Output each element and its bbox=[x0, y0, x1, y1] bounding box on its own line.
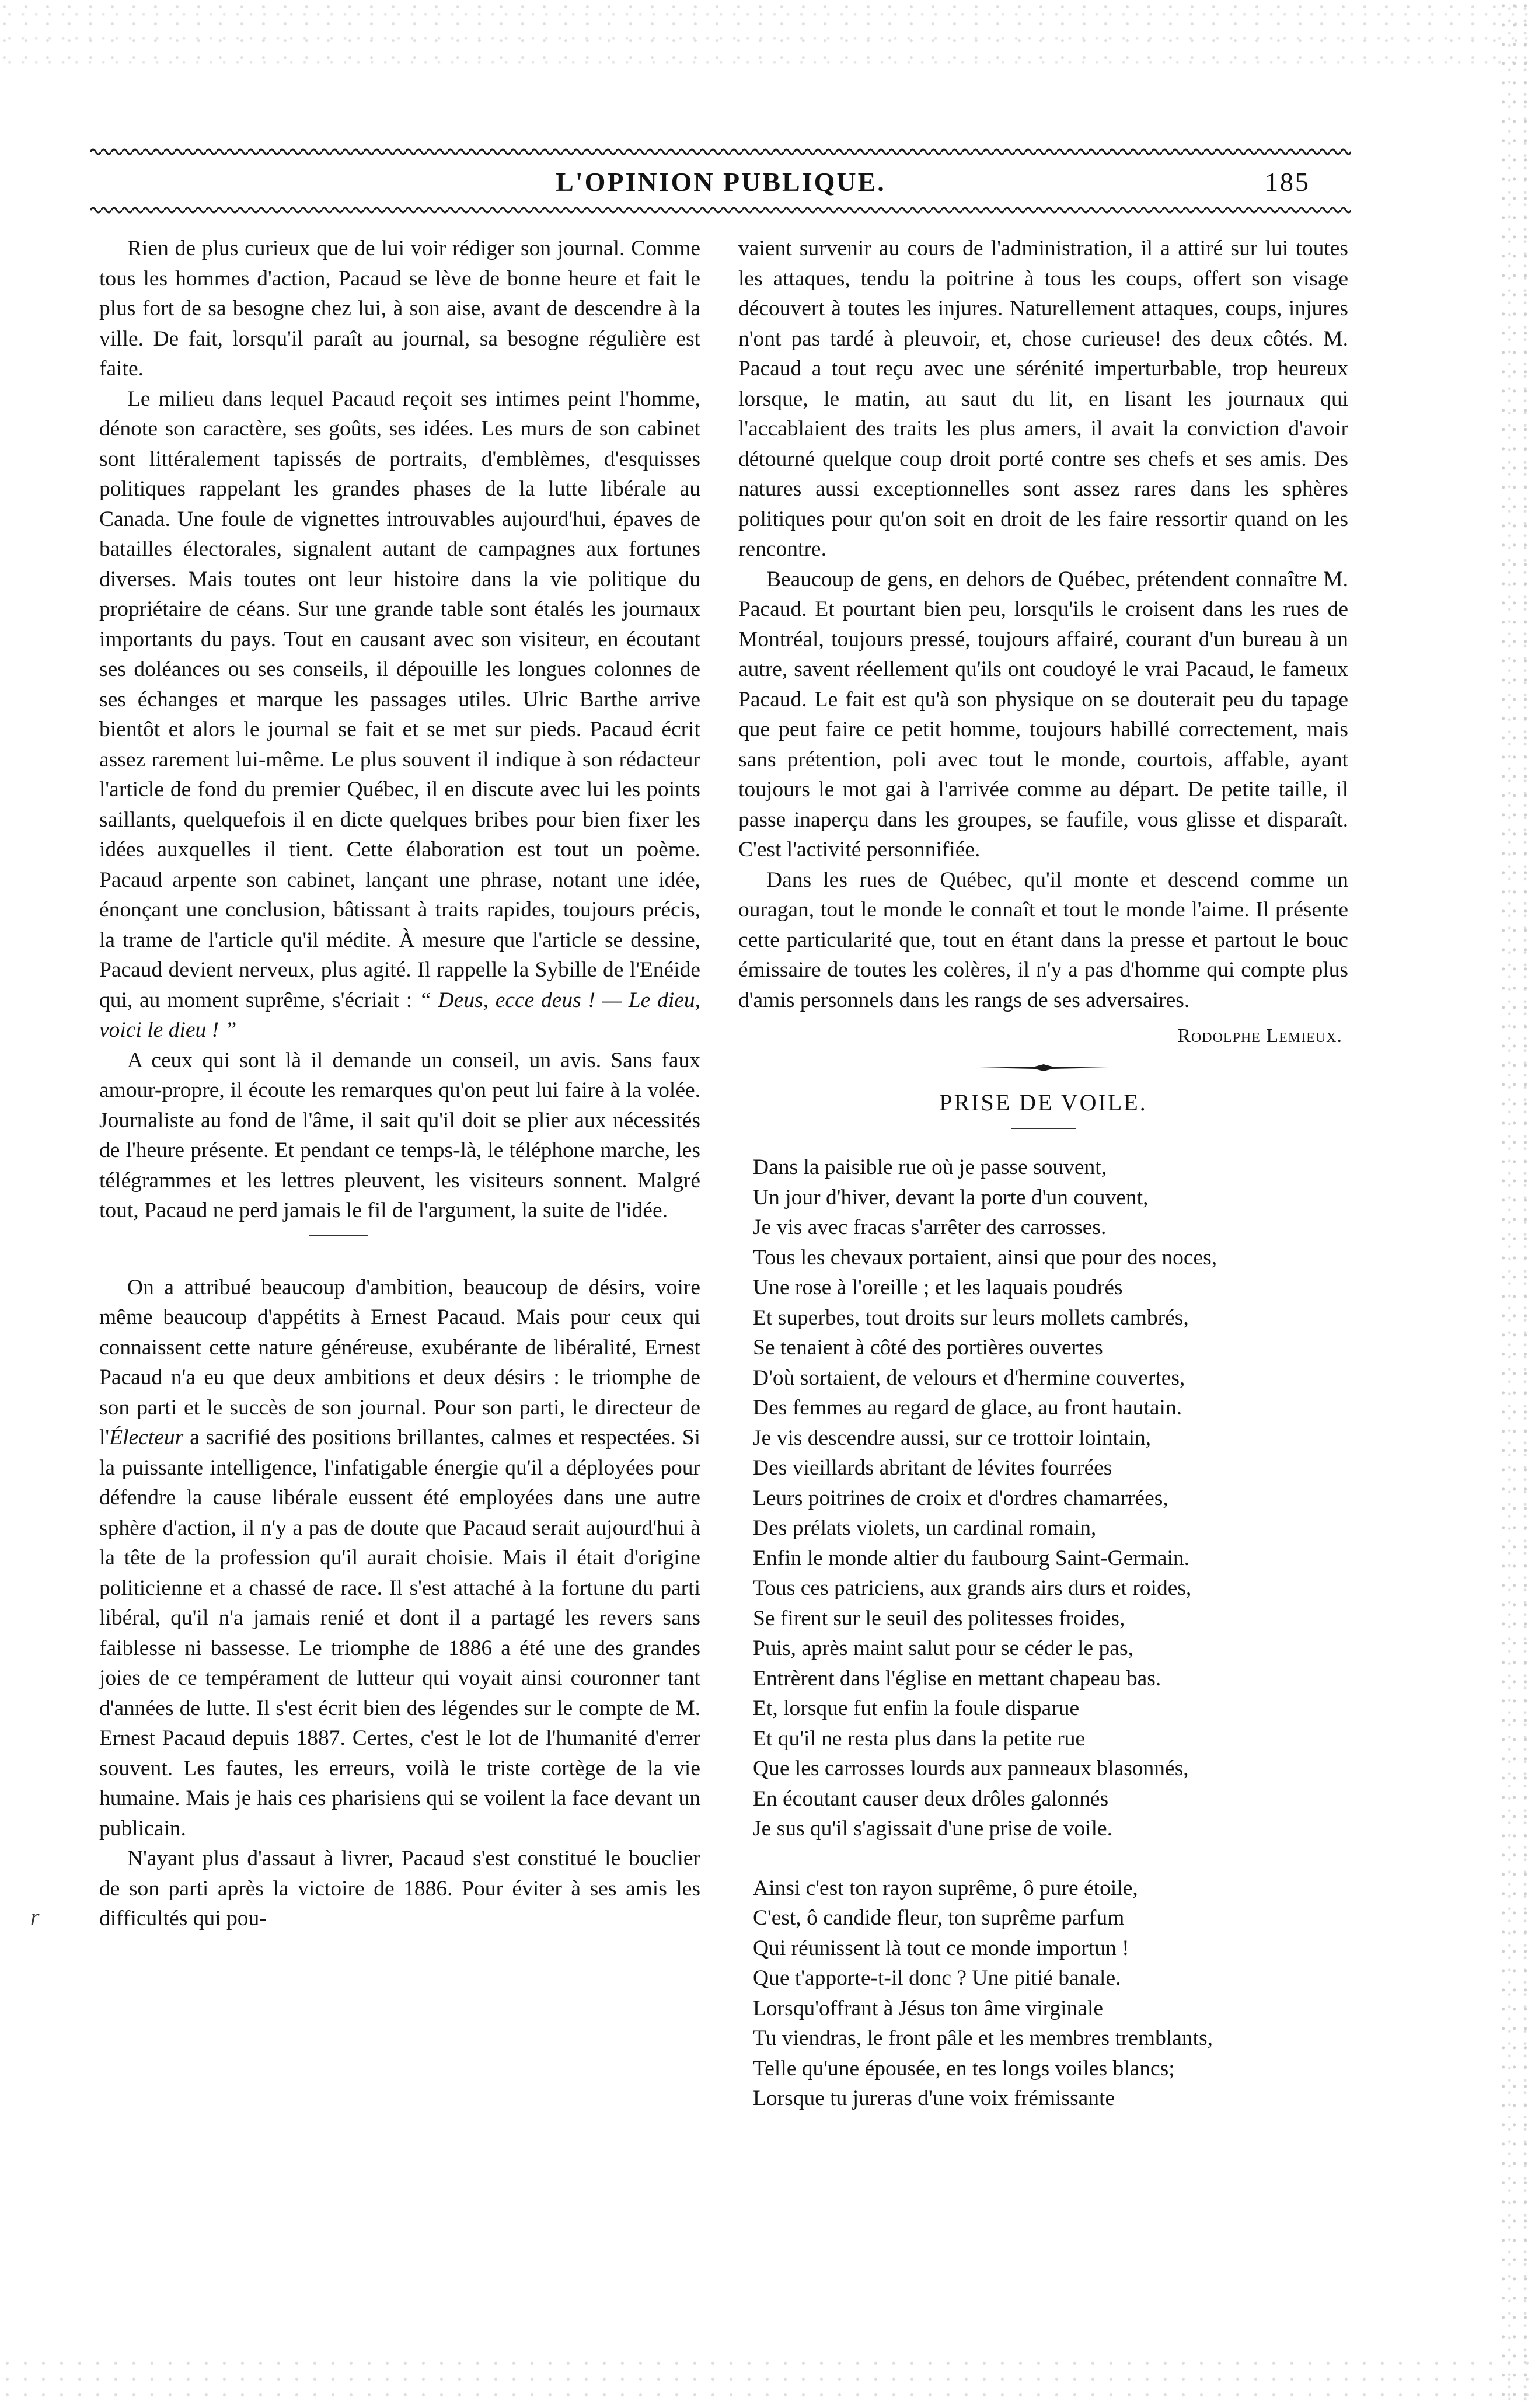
poem-line: Une rose à l'oreille ; et les laquais poudrés bbox=[753, 1276, 1123, 1299]
poem-line: Tu viendras, le front pâle et les membres tremblants, bbox=[753, 2026, 1213, 2050]
header-wavy-rule-top bbox=[90, 146, 1351, 158]
paragraph: Dans les rues de Québec, qu'il monte et descend comme un ouragan, tout le monde le connaît et tout le monde l'aime. Il présente cette particularité que, tout en étant dans la presse et partout le bouc émissaire de toutes les colères, il n'y a pas d'homme qui compte plus d'amis personnels dans les rangs de ses adversaires. bbox=[738, 867, 1348, 1012]
poem-line: Et qu'il ne resta plus dans la petite rue bbox=[753, 1726, 1086, 1751]
poem bbox=[738, 1152, 1348, 2114]
poem-line: Des femmes au regard de glace, au front hautain. bbox=[753, 1396, 1182, 1420]
poem-line: Telle qu'une épousée, en tes longs voiles blancs; bbox=[753, 2056, 1175, 2081]
scan-noise-right bbox=[1500, 0, 1535, 2408]
newspaper-name: Électeur bbox=[109, 1426, 184, 1449]
poem-stanza bbox=[753, 1873, 1348, 2114]
poem-line: Se firent sur le seuil des politesses froides, bbox=[753, 1606, 1125, 1630]
poem-line: Un jour d'hiver, devant la porte d'un couvent, bbox=[753, 1185, 1149, 1210]
poem-line: Tous les chevaux portaient, ainsi que pour des noces, bbox=[753, 1245, 1217, 1270]
header-wavy-rule-bottom bbox=[90, 204, 1351, 216]
scan-noise-bottom bbox=[0, 2355, 1535, 2408]
poem-line: Ainsi c'est ton rayon suprême, ô pure étoile, bbox=[753, 1876, 1138, 1900]
poem-line: Qui réunissent là tout ce monde importun ! bbox=[753, 1936, 1129, 1960]
signature: Rodolphe Lemieux. bbox=[1177, 1025, 1342, 1047]
section-separator bbox=[309, 1235, 368, 1236]
left-column bbox=[99, 234, 700, 1934]
ornament-divider bbox=[979, 1063, 1108, 1072]
paragraph: A ceux qui sont là il demande un conseil, un avis. Sans faux amour-propre, il écoute les remarques qu'on peut lui faire à la volée. Journaliste au fond de l'âme, il sait qu'il doit se plier aux nécessités de l'heure présente. Et pendant ce temps-là, le téléphone marche, les télégrammes et les lettres pleuvent, les visiteurs sonnent. Malgré tout, Pacaud ne perd jamais le fil de l'argument, la suite de l'idée. bbox=[99, 1048, 700, 1222]
poem-line: Enfin le monde altier du faubourg Saint-Germain. bbox=[753, 1546, 1190, 1570]
poem-line: Je vis descendre aussi, sur ce trottoir lointain, bbox=[753, 1426, 1152, 1450]
right-column bbox=[738, 234, 1348, 2114]
header bbox=[90, 166, 1351, 201]
newspaper-title: L'OPINION PUBLIQUE. bbox=[556, 167, 886, 197]
margin-mark: r bbox=[30, 1904, 40, 1930]
poem-line: Tous ces patriciens, aux grands airs durs et roides, bbox=[753, 1576, 1192, 1600]
poem-line: Lorsque tu jureras d'une voix frémissante bbox=[753, 2086, 1115, 2110]
poem-line: Je sus qu'il s'agissait d'une prise de voile. bbox=[753, 1817, 1113, 1841]
paragraph: N'ayant plus d'assaut à livrer, Pacaud s'est constitué le bouclier de son parti après la victoire de 1886. Pour éviter à ses amis les difficultés qui pou- bbox=[99, 1846, 700, 1930]
poem-line: Que t'apporte-t-il donc ? Une pitié banale. bbox=[753, 1966, 1121, 1990]
paragraph: On a attribué beaucoup d'ambition, beaucoup de désirs, voire même beaucoup d'appétits à Ernest Pacaud. Mais pour ceux qui connaissent cette nature généreuse, exubérante de libéralité, Ernest Pacaud n'a eu que deux ambitions et deux désirs : le triomphe de son parti et le succès de son journal. Pour son parti, le directeur de l'Électeur a sacrifié des positions brillantes, calmes et respectées. Si la puissante intelligence, l'infatigable énergie qu'il a déployées pour défendre la cause libérale eussent été employées dans une autre sphère d'action, il n'y a pas de doute que Pacaud serait aujourd'hui à la tête de la profession qu'il aurait choisie. Mais il était d'origine politicienne et a chassé de race. Il s'est attaché à la fortune du parti libéral, qu'il n'a jamais renié et dont il a partagé les revers sans faiblesse ni bassesse. Le triomphe de 1886 a été une des grandes joies de ce tempérament de lutteur qui voyait ainsi couronner tant d'années de lutte. Il s'est écrit bien des légendes sur le compte de M. Ernest Pacaud depuis 1887. Certes, c'est le lot de l'humanité d'errer souvent. Les fautes, les erreurs, voilà le triste cortège de la vie humaine. Mais je hais ces pharisiens qui se voilent la face devant un publicain. bbox=[99, 1275, 700, 1841]
poem-line: Entrèrent dans l'église en mettant chapeau bas. bbox=[753, 1666, 1161, 1691]
poem-line: D'où sortaient, de velours et d'hermine couvertes, bbox=[753, 1365, 1185, 1390]
poem-line: En écoutant causer deux drôles galonnés bbox=[753, 1786, 1109, 1811]
paragraph: Beaucoup de gens, en dehors de Québec, prétendent connaître M. Pacaud. Et pourtant bien peu, lorsqu'ils le croisent dans les rues de Montréal, toujours pressé, toujours affairé, courant d'un bureau à un autre, savent réellement qu'ils ont coudoyé le vrai Pacaud, le fameux Pacaud. Le fait est qu'à son physique on se douterait peu du tapage que peut faire ce petit homme, toujours habillé correctement, mais sans prétention, poli avec tout le monde, courtois, affable, ayant toujours le mot gai à l'arrivée comme au départ. De petite taille, il passe inaperçu dans les groupes, se faufile, vous glisse et disparaît. C'est l'activité personnifiée. bbox=[738, 567, 1348, 862]
poem-line: Lorsqu'offrant à Jésus ton âme virginale bbox=[753, 1996, 1104, 2020]
poem-line: Se tenaient à côté des portières ouvertes bbox=[753, 1336, 1103, 1360]
poem-title: PRISE DE VOILE. bbox=[939, 1089, 1147, 1116]
poem-line: Leurs poitrines de croix et d'ordres chamarrées, bbox=[753, 1486, 1168, 1510]
paragraph: vaient survenir au cours de l'administration, il a attiré sur lui toutes les attaques, tendu la poitrine à tous les coups, offert son visage découvert à toutes les injures. Naturellement attaques, coups, injures n'ont pas tardé à pleuvoir, et, chose curieuse! des deux côtés. M. Pacaud a tout reçu avec une sérénité imperturbable, trop heureux lorsque, le matin, au saut du lit, en lisant les journaux qui l'accablaient des traits les plus amers, il avait la conviction d'avoir détourné quelque coup droit porté contre ses chefs et ses amis. Des natures aussi exceptionnelles sont assez rares dans les sphères politiques pour qu'on soit en droit de les faire ressortir quand on les rencontre. bbox=[738, 236, 1348, 561]
poem-line: C'est, ô candide fleur, ton suprême parfum bbox=[753, 1906, 1125, 1930]
poem-line: Et, lorsque fut enfin la foule disparue bbox=[753, 1696, 1080, 1720]
scan-noise-top bbox=[0, 0, 1535, 70]
paragraph: Le milieu dans lequel Pacaud reçoit ses intimes peint l'homme, dénote son caractère, ses goûts, ses idées. Les murs de son cabinet sont littéralement tapissés de portraits, d'emblèmes, d'esquisses politiques rappelant les grandes phases de la lutte libérale au Canada. Une foule de vignettes introuvables aujourd'hui, épaves de batailles électorales, signalent autant de campagnes aux fortunes diverses. Mais toutes ont leur histoire dans la vie politique du propriétaire de céans. Sur une grande table sont étalés les journaux importants du pays. Tout en causant avec son visiteur, en écoutant ses doléances ou ses conseils, il dépouille les longues colonnes de ses échanges et marque les passages utiles. Ulric Barthe arrive bientôt et alors le journal se fait et se met sur pieds. Pacaud écrit assez rarement lui-même. Le plus souvent il indique à son rédacteur l'article de fond du premier Québec, il en discute avec lui les points saillants, quelquefois il en dicte quelques bribes pour bien fixer les idées auxquelles il tient. Cette élaboration est tout un poème. Pacaud arpente son cabinet, lançant une phrase, notant une idée, énonçant une conclusion, bâtissant à traits rapides, toujours précis, la trame de l'article qu'il médite. À mesure que l'article se dessine, Pacaud devient nerveux, plus agité. Il rappelle la Sybille de l'Enéide qui, au moment suprême, s'écriait : “ Deus, ecce deus ! — Le dieu, voici le dieu ! ” bbox=[99, 386, 701, 1042]
poem-line: Dans la paisible rue où je passe souvent, bbox=[753, 1155, 1107, 1179]
poem-line: Je vis avec fracas s'arrêter des carrosses. bbox=[753, 1215, 1107, 1239]
paragraph: Rien de plus curieux que de lui voir rédiger son journal. Comme tous les hommes d'action, Pacaud se lève de bonne heure et fait le plus fort de sa besogne chez lui, à son aise, avant de descendre à la ville. De fait, lorsqu'il paraît au journal, sa besogne régulière est faite. bbox=[99, 236, 700, 381]
poem-title-rule bbox=[1011, 1128, 1076, 1129]
poem-stanza bbox=[753, 1152, 1348, 1844]
poem-line: Des prélats violets, un cardinal romain, bbox=[753, 1516, 1097, 1540]
poem-line: Et superbes, tout droits sur leurs mollets cambrés, bbox=[753, 1305, 1189, 1330]
latin-quote: “ Deus, ecce deus ! — Le dieu, voici le dieu ! ” bbox=[99, 988, 701, 1042]
poem-line: Que les carrosses lourds aux panneaux blasonnés, bbox=[753, 1757, 1189, 1780]
poem-line: Puis, après maint salut pour se céder le pas, bbox=[753, 1636, 1133, 1660]
poem-line: Des vieillards abritant de lévites fourrées bbox=[753, 1456, 1112, 1480]
page-number: 185 bbox=[1265, 167, 1310, 197]
